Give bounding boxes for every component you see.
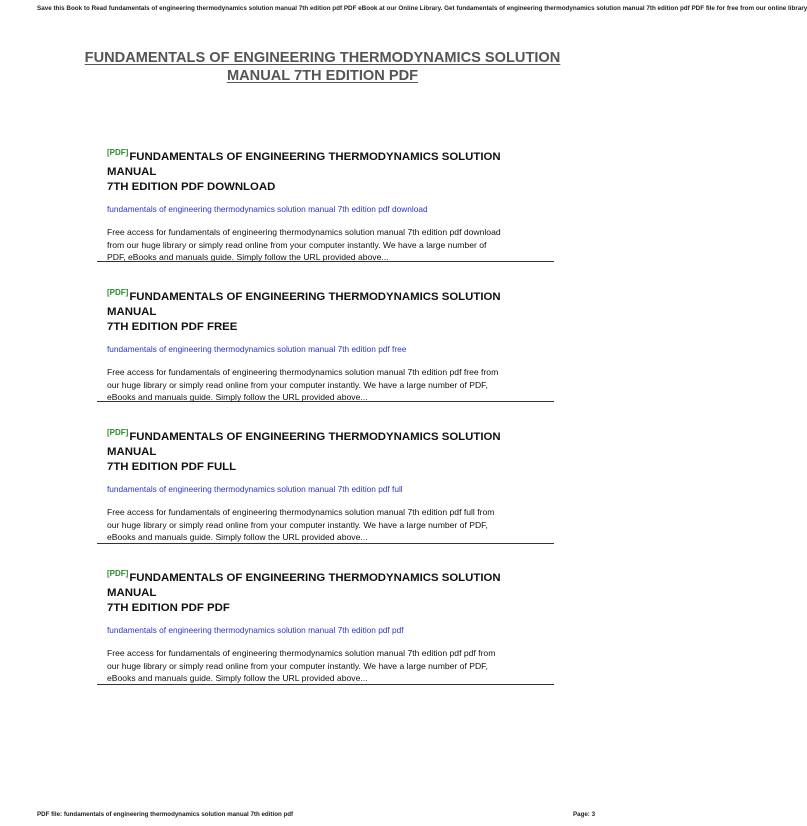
entry-title-line-2: 7TH EDITION PDF PDF — [107, 602, 230, 614]
entry-description — [107, 226, 547, 264]
entry-desc-line-3: eBooks and manuals guide. Simply follow the URL provided above... — [107, 673, 368, 683]
entry-desc-line-1: Free access for fundamentals of engineering thermodynamics solution manual 7th edition pdf full from — [107, 507, 495, 517]
divider — [97, 684, 554, 685]
entry-desc-line-3: eBooks and manuals guide. Simply follow the URL provided above... — [107, 392, 368, 402]
page-title — [70, 49, 575, 85]
entry-title — [107, 150, 547, 195]
entry-download — [107, 150, 547, 264]
entry-title — [107, 430, 547, 475]
entry-title — [107, 571, 547, 616]
footer-page-number: Page: 3 — [573, 811, 596, 818]
entry-title-line-2: 7TH EDITION PDF FULL — [107, 461, 237, 473]
pdf-tag: [PDF] — [107, 569, 129, 579]
entry-link[interactable]: fundamentals of engineering thermodynamics solution manual 7th edition pdf download — [107, 204, 428, 214]
divider — [97, 261, 554, 262]
divider — [97, 543, 554, 544]
entry-link[interactable]: fundamentals of engineering thermodynamics solution manual 7th edition pdf pdf — [107, 625, 404, 635]
entry-desc-line-1: Free access for fundamentals of engineering thermodynamics solution manual 7th edition pdf free from — [107, 367, 499, 377]
entry-link[interactable]: fundamentals of engineering thermodynamics solution manual 7th edition pdf full — [107, 484, 403, 494]
entry-title-line-2: 7TH EDITION PDF DOWNLOAD — [107, 181, 276, 193]
entry-description — [107, 366, 547, 404]
entry-description — [107, 506, 547, 544]
entry-desc-line-2: from our huge library or simply read online from your computer instantly. We have a large number of — [107, 239, 487, 250]
footer-file-label: PDF file: fundamentals of engineering thermodynamics solution manual 7th edition pdf — [37, 811, 294, 818]
page-title-line-2: MANUAL 7TH EDITION PDF — [226, 68, 419, 84]
entry-desc-line-3: PDF, eBooks and manuals guide. Simply follow the URL provided above... — [107, 252, 389, 262]
entry-desc-line-1: Free access for fundamentals of engineering thermodynamics solution manual 7th edition pdf pdf from — [107, 648, 496, 658]
entry-title-line-2: 7TH EDITION PDF FREE — [107, 321, 238, 333]
pdf-tag: [PDF] — [107, 148, 129, 158]
entry-title — [107, 290, 547, 335]
pdf-tag: [PDF] — [107, 428, 129, 438]
entry-free — [107, 290, 547, 404]
entry-description — [107, 647, 547, 685]
entry-full — [107, 430, 547, 544]
top-banner: Save this Book to Read fundamentals of engineering thermodynamics solution manual 7th edition pdf PDF eBook at our Online Library. Get fundamentals of engineering thermodynamics solution manual 7th edition pdf PDF file for free from our online library — [37, 5, 807, 12]
entry-title-line-1: FUNDAMENTALS OF ENGINEERING THERMODYNAMICS SOLUTION MANUAL — [107, 431, 501, 458]
entry-desc-line-1: Free access for fundamentals of engineering thermodynamics solution manual 7th edition pdf download — [107, 227, 501, 237]
divider — [97, 401, 554, 402]
entry-desc-line-2: our huge library or simply read online from your computer instantly. We have a large number of PDF, — [107, 379, 488, 390]
pdf-tag: [PDF] — [107, 288, 129, 298]
page-title-line-1: FUNDAMENTALS OF ENGINEERING THERMODYNAMICS SOLUTION — [84, 50, 561, 66]
entry-title-line-1: FUNDAMENTALS OF ENGINEERING THERMODYNAMICS SOLUTION MANUAL — [107, 151, 501, 178]
entry-link[interactable]: fundamentals of engineering thermodynamics solution manual 7th edition pdf free — [107, 344, 407, 354]
entry-desc-line-3: eBooks and manuals guide. Simply follow the URL provided above... — [107, 532, 368, 542]
entry-title-line-1: FUNDAMENTALS OF ENGINEERING THERMODYNAMICS SOLUTION MANUAL — [107, 291, 501, 318]
entry-pdf — [107, 571, 547, 685]
entry-desc-line-2: our huge library or simply read online from your computer instantly. We have a large number of PDF, — [107, 519, 488, 530]
entry-desc-line-2: our huge library or simply read online from your computer instantly. We have a large number of PDF, — [107, 660, 488, 671]
entry-title-line-1: FUNDAMENTALS OF ENGINEERING THERMODYNAMICS SOLUTION MANUAL — [107, 572, 501, 599]
